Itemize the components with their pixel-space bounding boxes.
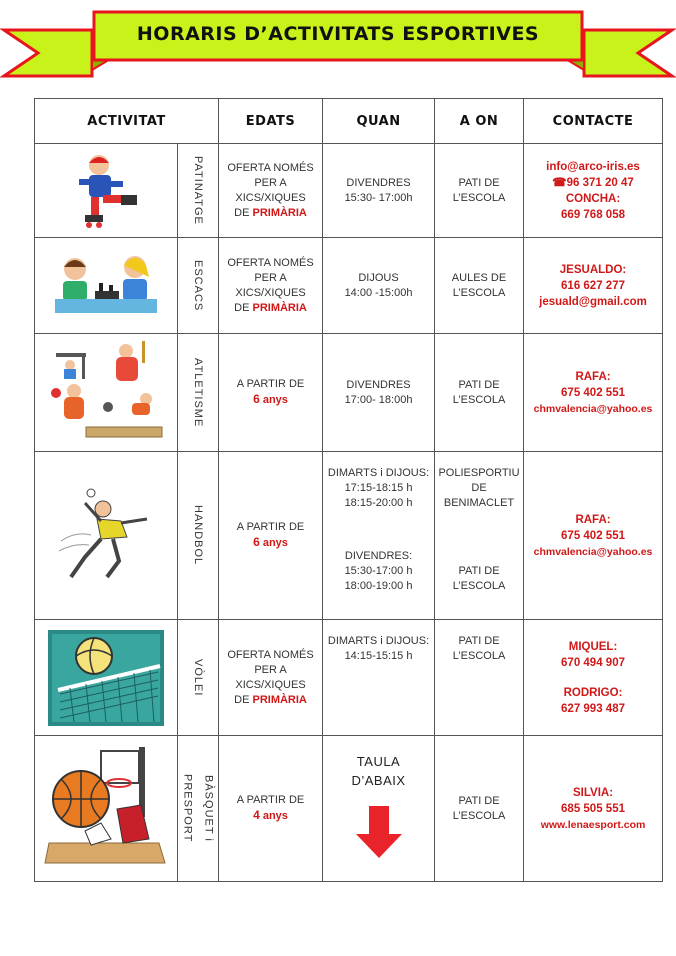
activity-name: BÀSQUET i PRESPORT bbox=[178, 736, 219, 882]
activity-name: HANDBOL bbox=[178, 452, 219, 620]
edats-cell: A PARTIR DE 6 anys bbox=[219, 452, 323, 620]
quan-cell: DIJOUS 14:00 -15:00h bbox=[323, 238, 435, 334]
header-aon: A ON bbox=[435, 99, 524, 144]
contact-email[interactable]: chmvalencia@yahoo.es bbox=[533, 402, 653, 415]
contact-cell: RAFA: 675 402 551 chmvalencia@yahoo.es bbox=[524, 452, 663, 620]
quan-cell: TAULA D’ABAIX bbox=[323, 736, 435, 882]
table-row bbox=[35, 144, 663, 238]
title-banner bbox=[0, 0, 676, 92]
aon-cell: PATI DE L’ESCOLA bbox=[435, 620, 524, 736]
activity-name: VÒLEI bbox=[178, 620, 219, 736]
edats-cell: A PARTIR DE 4 anys bbox=[219, 736, 323, 882]
page-title: HORARIS D’ACTIVITATS ESPORTIVES bbox=[136, 23, 540, 45]
basketball-icon bbox=[35, 736, 178, 882]
edats-cell: OFERTA NOMÉS PER A XICS/XIQUES DE PRIMÀRIA bbox=[219, 238, 323, 334]
down-arrow-icon bbox=[354, 806, 404, 860]
athletics-icon bbox=[35, 334, 178, 452]
aon-cell: PATI DE L’ESCOLA bbox=[435, 736, 524, 882]
table-row bbox=[35, 620, 663, 736]
handball-player-icon bbox=[35, 452, 178, 620]
quan-cell: DIMARTS i DIJOUS: 17:15-18:15 h 18:15-20:00 h DIVENDRES: 15:30-17:00 h 18:00-19:00 h bbox=[323, 452, 435, 620]
table-row bbox=[35, 238, 663, 334]
activity-name: PATINATGE bbox=[178, 144, 219, 238]
contact-cell: SILVIA: 685 505 551 www.lenaesport.com bbox=[524, 736, 663, 882]
aon-cell: PATI DE L’ESCOLA bbox=[435, 144, 524, 238]
aon-cell: POLIESPORTIU DE BENIMACLET PATI DE L’ESCOLA bbox=[435, 452, 524, 620]
contact-phone: ☎96 371 20 47 bbox=[552, 176, 634, 189]
table-row bbox=[35, 334, 663, 452]
volleyball-net-icon bbox=[35, 620, 178, 736]
aon-cell: AULES DE L’ESCOLA bbox=[435, 238, 524, 334]
header-quan: QUAN bbox=[323, 99, 435, 144]
contact-email[interactable]: chmvalencia@yahoo.es bbox=[533, 545, 653, 558]
quan-cell: DIVENDRES 15:30- 17:00h bbox=[323, 144, 435, 238]
table-row bbox=[35, 452, 663, 620]
table-row bbox=[35, 736, 663, 882]
aon-cell: PATI DE L’ESCOLA bbox=[435, 334, 524, 452]
contact-cell: RAFA: 675 402 551 chmvalencia@yahoo.es bbox=[524, 334, 663, 452]
edats-cell: OFERTA NOMÉS PER A XICS/XIQUES DE PRIMÀRIA bbox=[219, 144, 323, 238]
contact-cell: info@arco-iris.es ☎96 371 20 47 CONCHA: 669 768 058 bbox=[524, 144, 663, 238]
quan-cell: DIMARTS i DIJOUS: 14:15-15:15 h bbox=[323, 620, 435, 736]
header-row bbox=[35, 99, 663, 144]
edats-cell: A PARTIR DE 6 anys bbox=[219, 334, 323, 452]
quan-cell: DIVENDRES 17:00- 18:00h bbox=[323, 334, 435, 452]
roller-skater-icon bbox=[35, 144, 178, 238]
contact-cell: JESUALDO: 616 627 277 jesuald@gmail.com bbox=[524, 238, 663, 334]
contact-cell: MIQUEL: 670 494 907 RODRIGO: 627 993 487 bbox=[524, 620, 663, 736]
contact-website-link[interactable]: www.lenaesport.com bbox=[540, 818, 646, 831]
contact-email[interactable]: info@arco-iris.es bbox=[546, 160, 640, 173]
schedule-table bbox=[34, 98, 663, 882]
contact-email[interactable]: jesuald@gmail.com bbox=[539, 295, 647, 308]
chess-players-icon bbox=[35, 238, 178, 334]
header-activitat: ACTIVITAT bbox=[35, 99, 219, 144]
header-edats: EDATS bbox=[219, 99, 323, 144]
header-contacte: CONTACTE bbox=[524, 99, 663, 144]
activity-name: ATLETISME bbox=[178, 334, 219, 452]
activity-name: ESCACS bbox=[178, 238, 219, 334]
edats-cell: OFERTA NOMÉS PER A XICS/XIQUES DE PRIMÀRIA bbox=[219, 620, 323, 736]
